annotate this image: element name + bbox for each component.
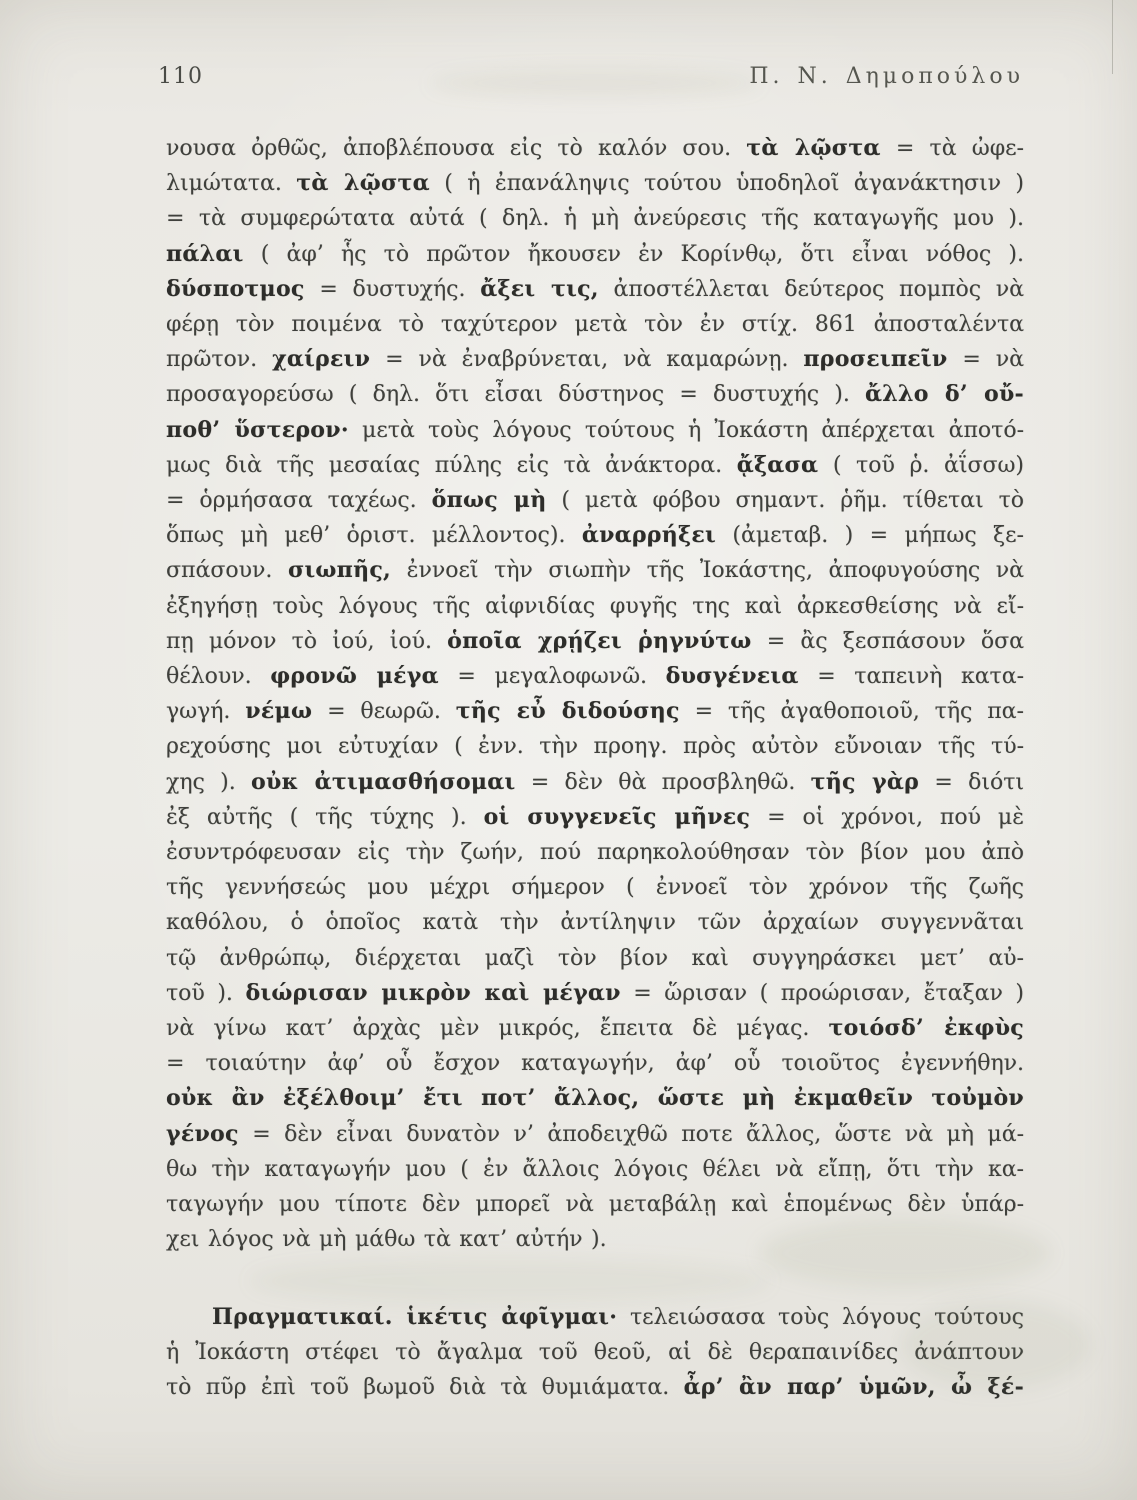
text-segment: γωγή. bbox=[166, 699, 246, 725]
lemma-bold: ἆρ’ ἂν παρ’ ὑμῶν, ὦ ξέ- bbox=[683, 1373, 1024, 1400]
text-line bbox=[166, 166, 1024, 201]
text-line bbox=[166, 1187, 1024, 1222]
text-segment: σπάσουν. bbox=[166, 558, 288, 584]
text-segment: ἐσυντρόφευσαν εἰς τὴν ζωήν, πού παρηκολούθησαν τὸν βίον μου ἀπὸ bbox=[166, 840, 1024, 866]
text-segment: ἡ Ἰοκάστη στέφει τὸ ἄγαλμα τοῦ θεοῦ, αἱ δὲ θεραπαινίδες ἀνάπτουν bbox=[166, 1339, 1024, 1365]
text-line bbox=[166, 342, 1024, 377]
text-segment: = τῆς ἀγαθοποιοῦ, τῆς πα- bbox=[679, 699, 1024, 725]
text-segment: = ὁρμήσασα ταχέως. bbox=[166, 488, 432, 514]
text-segment: = ἂς ξεσπάσουν ὅσα bbox=[751, 628, 1025, 654]
text-line bbox=[166, 483, 1024, 518]
lemma-bold: οὐκ ἀτιμασθήσομαι bbox=[251, 768, 516, 795]
lemma-bold: ᾄξασα bbox=[736, 451, 819, 478]
text-segment: ἐξηγήσῃ τοὺς λόγους τῆς αἰφνιδίας φυγῆς της καὶ ἀρκεσθείσης νὰ εἴ- bbox=[166, 593, 1024, 619]
lemma-bold: τῆς γὰρ bbox=[810, 768, 920, 795]
text-line bbox=[166, 272, 1024, 307]
text-segment: ( τοῦ ῥ. ἀΐσσω) bbox=[818, 452, 1024, 478]
text-segment: = θεωρῶ. bbox=[312, 699, 456, 725]
page-number: 110 bbox=[158, 64, 203, 89]
text-segment: (ἀμεταβ. ) = μήπως ξε- bbox=[715, 523, 1024, 549]
text-line bbox=[166, 307, 1024, 342]
text-segment: λιμώτατα. bbox=[166, 171, 297, 197]
text-line bbox=[166, 413, 1024, 448]
lemma-bold: οὐκ ἂν ἐξέλθοιμ’ ἔτι ποτ’ ἄλλος, ὥστε μὴ ἐκμαθεῖν τοὐμὸν bbox=[166, 1085, 1024, 1112]
text-segment: τοῦ ). bbox=[166, 980, 246, 1006]
text-line bbox=[166, 589, 1024, 624]
text-segment: = νὰ bbox=[947, 347, 1025, 373]
lemma-bold: πάλαι bbox=[166, 240, 244, 267]
text-segment: θω τὴν καταγωγήν μου ( ἐν ἄλλοις λόγοις θέλει νὰ εἴπῃ, ὅτι τὴν κα- bbox=[166, 1156, 1024, 1182]
lemma-bold: ἀναρρήξει bbox=[581, 522, 716, 549]
text-line bbox=[166, 729, 1024, 764]
page-body bbox=[0, 131, 1137, 1405]
page-header bbox=[0, 0, 1137, 89]
lemma-bold: χαίρειν bbox=[272, 346, 371, 373]
text-segment: = τὰ ὠφε- bbox=[880, 136, 1024, 161]
text-segment: ἐξ αὐτῆς ( τῆς τύχης ). bbox=[166, 804, 484, 830]
text-segment: = δὲν θὰ προσβληθῶ. bbox=[515, 769, 811, 795]
text-segment: = διότι bbox=[919, 769, 1024, 795]
text-line bbox=[166, 1300, 1024, 1335]
lemma-bold: φρονῶ μέγα bbox=[270, 663, 439, 690]
lemma-bold: γένος bbox=[166, 1120, 239, 1147]
text-line bbox=[166, 1222, 1024, 1257]
lemma-bold: τὰ λῷστα bbox=[746, 135, 881, 161]
lemma-bold: διώρισαν μικρὸν καὶ μέγαν bbox=[245, 979, 621, 1006]
text-line bbox=[166, 1152, 1024, 1187]
text-segment: = δὲν εἶναι δυνατὸν ν’ ἀποδειχθῶ ποτε ἄλλος, ὥστε νὰ μὴ μά- bbox=[238, 1121, 1024, 1147]
lemma-bold: ὅπως μὴ bbox=[431, 487, 547, 514]
text-line bbox=[166, 201, 1024, 236]
running-head-author: Π. Ν. Δημοπούλου bbox=[749, 64, 1024, 89]
text-line bbox=[166, 448, 1024, 483]
text-line bbox=[166, 765, 1024, 800]
text-segment: θέλουν. bbox=[166, 664, 271, 690]
text-segment: = ταπεινὴ κατα- bbox=[798, 664, 1025, 690]
paragraph bbox=[166, 131, 1024, 1258]
text-segment: νουσα ὀρθῶς, ἀποβλέπουσα εἰς τὸ καλόν σου. bbox=[166, 136, 747, 161]
text-line bbox=[166, 1046, 1024, 1081]
paragraph bbox=[166, 1300, 1024, 1406]
lemma-bold: τὰ λῷστα bbox=[296, 170, 430, 197]
text-line bbox=[166, 1011, 1024, 1046]
text-segment: ( ἡ ἐπανάληψις τούτου ὑποδηλοῖ ἀγανάκτησιν ) bbox=[429, 171, 1024, 197]
text-line bbox=[166, 835, 1024, 870]
text-segment: = νὰ ἐναβρύνεται, νὰ καμαρώνῃ. bbox=[370, 347, 804, 373]
lemma-bold: τῆς εὖ διδούσης bbox=[455, 698, 680, 725]
text-segment: ρεχούσης μοι εὐτυχίαν ( ἐνν. τὴν προηγ. πρὸς αὐτὸν εὔνοιαν τῆς τύ- bbox=[166, 734, 1024, 760]
text-segment: τῆς γεννήσεώς μου μέχρι σήμερον ( ἐννοεῖ τὸν χρόνον τῆς ζωῆς bbox=[166, 875, 1024, 901]
text-line bbox=[166, 941, 1024, 976]
text-line bbox=[166, 1081, 1024, 1116]
text-line bbox=[166, 659, 1024, 694]
text-line bbox=[166, 624, 1024, 659]
text-segment: ἀποστέλλεται δεύτερος πομπὸς νὰ bbox=[598, 276, 1025, 302]
text-line bbox=[166, 237, 1024, 272]
text-segment: χει λόγος νὰ μὴ μάθω τὰ κατ’ αὐτήν ). bbox=[166, 1227, 607, 1253]
text-segment: πρῶτον. bbox=[166, 347, 273, 373]
text-line bbox=[166, 976, 1024, 1011]
text-line bbox=[166, 1370, 1024, 1405]
text-segment: = τοιαύτην ἀφ’ οὗ ἔσχον καταγωγήν, ἀφ’ οὗ τοιοῦτος ἐγεννήθην. bbox=[166, 1051, 1024, 1077]
text-segment: = δυστυχής. bbox=[304, 276, 481, 302]
text-segment: ταγωγήν μου τίποτε δὲν μπορεῖ νὰ μεταβάλῃ καὶ ἑπομένως δὲν ὑπάρ- bbox=[166, 1192, 1024, 1218]
text-segment: = ὥρισαν ( προώρισαν, ἔταξαν ) bbox=[620, 980, 1024, 1006]
lemma-bold: ἄξει τις, bbox=[480, 275, 599, 302]
text-segment: προσαγορεύσω ( δηλ. ὅτι εἶσαι δύστηνος = δυστυχής ). bbox=[166, 382, 866, 408]
text-line bbox=[166, 553, 1024, 588]
text-line bbox=[166, 377, 1024, 412]
lemma-bold: δύσποτμος bbox=[166, 275, 305, 302]
lemma-bold: προσειπεῖν bbox=[803, 346, 948, 373]
text-line bbox=[166, 905, 1024, 940]
lemma-bold: Πραγματικαί. ἱκέτις ἀφῖγμαι· bbox=[212, 1303, 618, 1330]
text-segment: πῃ μόνον τὸ ἰού, ἰού. bbox=[166, 628, 448, 654]
text-line bbox=[166, 131, 1024, 166]
text-segment: = οἱ χρόνοι, πού μὲ bbox=[750, 804, 1024, 830]
text-segment: τῷ ἀνθρώπῳ, διέρχεται μαζὶ τὸν βίον καὶ συγγηράσκει μετ’ αὐ- bbox=[166, 945, 1024, 971]
text-segment: ὅπως μὴ μεθ’ ὁριστ. μέλλοντος). bbox=[166, 523, 582, 549]
text-line bbox=[166, 800, 1024, 835]
lemma-bold: ποθ’ ὕστερον· bbox=[166, 416, 349, 443]
lemma-bold: τοιόσδ’ ἐκφὺς bbox=[828, 1015, 1024, 1042]
text-line bbox=[166, 694, 1024, 729]
text-line bbox=[166, 870, 1024, 905]
text-line bbox=[166, 1117, 1024, 1152]
text-segment: μως διὰ τῆς μεσαίας πύλης εἰς τὰ ἀνάκτορα. bbox=[166, 452, 737, 478]
text-segment: καθόλου, ὁ ὁποῖος κατὰ τὴν ἀντίληψιν τῶν ἀρχαίων συγγεννᾶται bbox=[166, 910, 1024, 936]
text-segment: = τὰ συμφερώτατα αὐτά ( δηλ. ἡ μὴ ἀνεύρεσις τῆς καταγωγῆς μου ). bbox=[166, 206, 1024, 232]
text-segment: τὸ πῦρ ἐπὶ τοῦ βωμοῦ διὰ τὰ θυμιάματα. bbox=[166, 1374, 684, 1400]
lemma-bold: νέμω bbox=[245, 698, 313, 725]
lemma-bold: δυσγένεια bbox=[665, 663, 799, 690]
lemma-bold: οἱ συγγενεῖς μῆνες bbox=[483, 803, 751, 830]
text-segment: τελειώσασα τοὺς λόγους τούτους bbox=[617, 1304, 1024, 1330]
lemma-bold: ὁποῖα χρῄζει ῥηγνύτω bbox=[447, 627, 752, 654]
text-segment: νὰ γίνω κατ’ ἀρχὰς μὲν μικρός, ἔπειτα δὲ μέγας. bbox=[166, 1016, 829, 1042]
text-segment: φέρῃ τὸν ποιμένα τὸ ταχύτερον μετὰ τὸν ἐν στίχ. 861 ἀποσταλέντα bbox=[166, 312, 1024, 338]
text-line bbox=[166, 518, 1024, 553]
text-segment: ἐννοεῖ τὴν σιωπὴν τῆς Ἰοκάστης, ἀποφυγούσης νὰ bbox=[391, 558, 1024, 584]
text-segment: = μεγαλοφωνῶ. bbox=[438, 664, 666, 690]
text-segment: μετὰ τοὺς λόγους τούτους ἡ Ἰοκάστη ἀπέρχεται ἀποτό- bbox=[348, 417, 1025, 443]
page-edge-line bbox=[1112, 0, 1113, 74]
text-segment: χης ). bbox=[166, 769, 252, 795]
text-segment: ( ἀφ’ ἧς τὸ πρῶτον ἤκουσεν ἐν Κορίνθῳ, ὅτι εἶναι νόθος ). bbox=[243, 241, 1024, 267]
text-line bbox=[166, 1335, 1024, 1370]
lemma-bold: σιωπῆς, bbox=[287, 557, 392, 584]
lemma-bold: ἄλλο δ’ οὔ- bbox=[865, 381, 1024, 408]
text-segment: ( μετὰ φόβου σημαντ. ῥῆμ. τίθεται τὸ bbox=[546, 488, 1024, 514]
